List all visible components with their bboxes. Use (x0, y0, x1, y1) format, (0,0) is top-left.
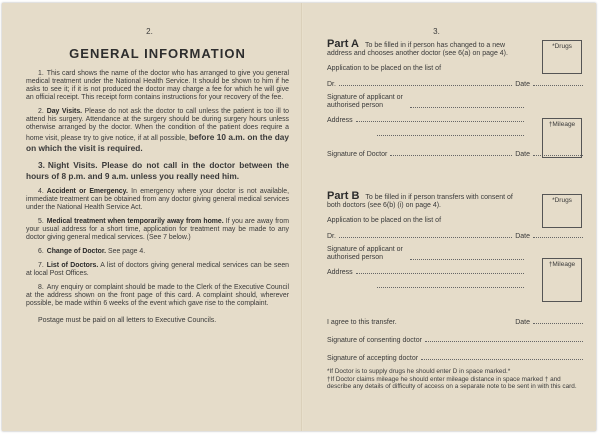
footnote-mileage: †If Doctor claims mileage he should enter mileage distance in space marked † and describe any details of difficulty of access on a separate note to be sent in with this card. (327, 375, 577, 390)
part-a-doctor-signature[interactable]: Signature of Doctor Date (327, 138, 586, 158)
left-page (2, 3, 301, 431)
part-a (327, 40, 586, 188)
part-b-address[interactable]: Address (327, 262, 527, 276)
info-item-4: 4. Accident or Emergency. In emergency where your doctor is not available, immediate treatment can be obtained from any doctor giving general medical services under the National Health Service Act. (26, 188, 290, 211)
page-number-right: 3. (433, 27, 440, 36)
part-a-applicant-signature[interactable]: Signature of applicant or authorised person (327, 88, 527, 110)
postage-note: Postage must be paid on all letters to Executive Councils. (38, 317, 217, 324)
part-b-doctor-row[interactable]: Dr. Date (327, 224, 586, 240)
part-b-apply-label: Application to be placed on the list of (327, 217, 442, 224)
info-item-2: 2. Day Visits. Please do not ask the doctor to call unless the patient is too ill to attend his surgery. Attendance at the surgery should be during surgery hours unless otherwise arranged by the doctor. When the condition of the patient does require a home visit, please try to give notice, if at all possible, before 10 a.m. on the day on which the visit is required. (26, 108, 290, 153)
right-page (303, 3, 596, 431)
part-b-address-line-2[interactable] (327, 276, 527, 290)
part-a-address[interactable]: Address (327, 110, 527, 124)
part-a-heading: Part A To be filled in if person has changed to a new address and chooses another doctor (see 6(a) on page 4). (327, 38, 508, 57)
footnote-drugs: *If Doctor is to supply drugs he should enter D in space marked.* (327, 368, 511, 375)
part-a-doctor-row[interactable]: Dr. Date (327, 72, 586, 88)
accepting-doctor-signature[interactable]: Signature of accepting doctor (327, 344, 586, 362)
part-a-address-line-2[interactable] (327, 124, 527, 138)
part-b (327, 192, 586, 304)
info-item-5: 5. Medical treatment when temporarily away from home. If you are away from your usual address for a short time, application for treatment may be made to any doctor giving general medical services. (See 7 below.) (26, 218, 289, 241)
consenting-doctor-signature[interactable]: Signature of consenting doctor (327, 326, 586, 344)
footnotes (327, 368, 586, 391)
info-item-8: 8. Any enquiry or complaint should be made to the Clerk of the Executive Council at the address shown on the front page of this card. A complaint should, wherever possible, be made within 6 weeks of the event which gave rise to the complaint. (26, 284, 289, 307)
drugs-box-a[interactable]: *Drugs (542, 40, 582, 74)
drugs-box-b[interactable]: *Drugs (542, 194, 582, 228)
mileage-box-b[interactable]: †Mileage (542, 258, 582, 302)
part-a-apply-label: Application to be placed on the list of (327, 65, 442, 72)
mileage-box-a[interactable]: †Mileage (542, 118, 582, 158)
info-item-1: 1. This card shows the name of the doctor who has arranged to give you general medical treatment under the National Health Service. It should be shown to him if he asks to see it; if it is not produced the doctor may charge a fee for which he will give an official receipt. This receipt form contains instructions for your recovery of the fee. (26, 70, 289, 101)
medical-card (2, 3, 596, 431)
info-item-6: 6. Change of Doctor. See page 4. (38, 248, 146, 255)
page-number-left: 2. (146, 27, 153, 36)
page-title: GENERAL INFORMATION (69, 46, 246, 61)
transfer-agreement-row[interactable]: I agree to this transfer. Date (327, 308, 586, 326)
part-b-heading: Part B To be filled in if person transfers with consent of both doctors (see 6(b) (i) on page 4). (327, 190, 513, 209)
info-item-7: 7. List of Doctors. A list of doctors giving general medical services can be seen at local Post Offices. (26, 262, 289, 277)
info-item-3: 3. Night Visits. Please do not call in the doctor between the hours of 8 p.m. and 9 a.m. unless you really need him. (26, 160, 290, 181)
part-b-applicant-signature[interactable]: Signature of applicant or authorised person (327, 240, 527, 262)
